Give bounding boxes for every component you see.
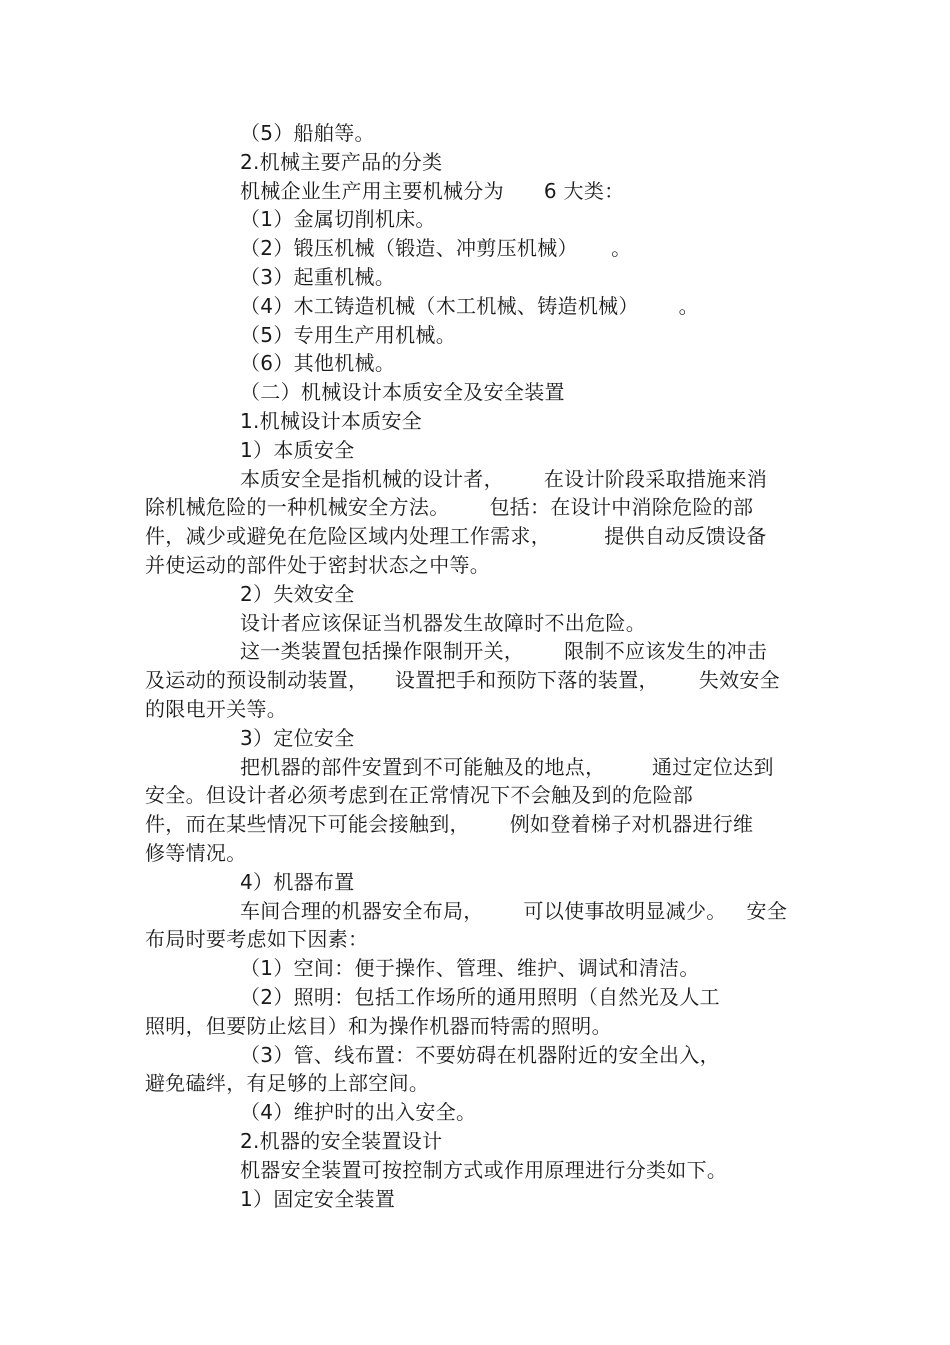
paragraph-line: 机械企业生产用主要机械分为 6 大类：	[240, 179, 625, 203]
list-item-ships: （5）船舶等。	[240, 121, 375, 145]
subsection-heading: 1）本质安全	[240, 438, 355, 462]
list-item: （3）管、线布置：不要妨碍在机器附近的安全出入，	[240, 1043, 720, 1067]
list-item: （4）维护时的出入安全。	[240, 1100, 477, 1124]
paragraph-line: 把机器的部件安置到不可能触及的地点， 通过定位达到	[240, 755, 774, 779]
paragraph-line: 并使运动的部件处于密封状态之中等。	[145, 553, 491, 577]
list-item: （1）金属切削机床。	[240, 207, 436, 231]
paragraph-line: 的限电开关等。	[145, 697, 288, 721]
paragraph-line: 设计者应该保证当机器发生故障时不出危险。	[240, 611, 646, 635]
paragraph-line: 及运动的预设制动装置， 设置把手和预防下落的装置， 失效安全	[145, 668, 780, 692]
paragraph-line: 安全。但设计者必须考虑到在正常情况下不会触及到的危险部	[145, 783, 694, 807]
section-heading: （二）机械设计本质安全及安全装置	[240, 380, 565, 404]
paragraph-line: 件，而在某些情况下可能会接触到， 例如登着梯子对机器进行维	[145, 812, 754, 836]
paragraph-line: 机器安全装置可按控制方式或作用原理进行分类如下。	[240, 1158, 728, 1182]
list-item: （1）空间：便于操作、管理、维护、调试和清洁。	[240, 956, 700, 980]
subsection-heading: 1.机械设计本质安全	[240, 409, 423, 433]
paragraph-line: 车间合理的机器安全布局， 可以使事故明显减少。 安全	[240, 899, 788, 923]
subsection-heading: 4）机器布置	[240, 870, 355, 894]
subsection-heading: 1）固定安全装置	[240, 1187, 396, 1211]
section-heading-product-classification: 2.机械主要产品的分类	[240, 150, 443, 174]
section-heading: 2.机器的安全装置设计	[240, 1129, 443, 1153]
paragraph-line: 件，减少或避免在危险区域内处理工作需求， 提供自动反馈设备	[145, 524, 767, 548]
paragraph-line: 除机械危险的一种机械安全方法。 包括：在设计中消除危险的部	[145, 495, 754, 519]
paragraph-line: 这一类装置包括操作限制开关， 限制不应该发生的冲击	[240, 639, 768, 663]
paragraph-line: 修等情况。	[145, 841, 247, 865]
list-item: （3）起重机械。	[240, 265, 396, 289]
subsection-heading: 3）定位安全	[240, 726, 355, 750]
paragraph-line: 避免磕绊，有足够的上部空间。	[145, 1071, 430, 1095]
list-item: （2）锻压机械（锻造、冲剪压机械） 。	[240, 236, 632, 260]
list-item: （5）专用生产用机械。	[240, 323, 457, 347]
paragraph-line: 照明，但要防止炫目）和为操作机器而特需的照明。	[145, 1014, 612, 1038]
list-item: （4）木工铸造机械（木工机械、铸造机械） 。	[240, 294, 699, 318]
subsection-heading: 2）失效安全	[240, 582, 355, 606]
paragraph-line: 布局时要考虑如下因素：	[145, 927, 369, 951]
paragraph-line: 本质安全是指机械的设计者， 在设计阶段采取措施来消	[240, 467, 768, 491]
list-item: （6）其他机械。	[240, 351, 396, 375]
list-item: （2）照明：包括工作场所的通用照明（自然光及人工	[240, 985, 720, 1009]
